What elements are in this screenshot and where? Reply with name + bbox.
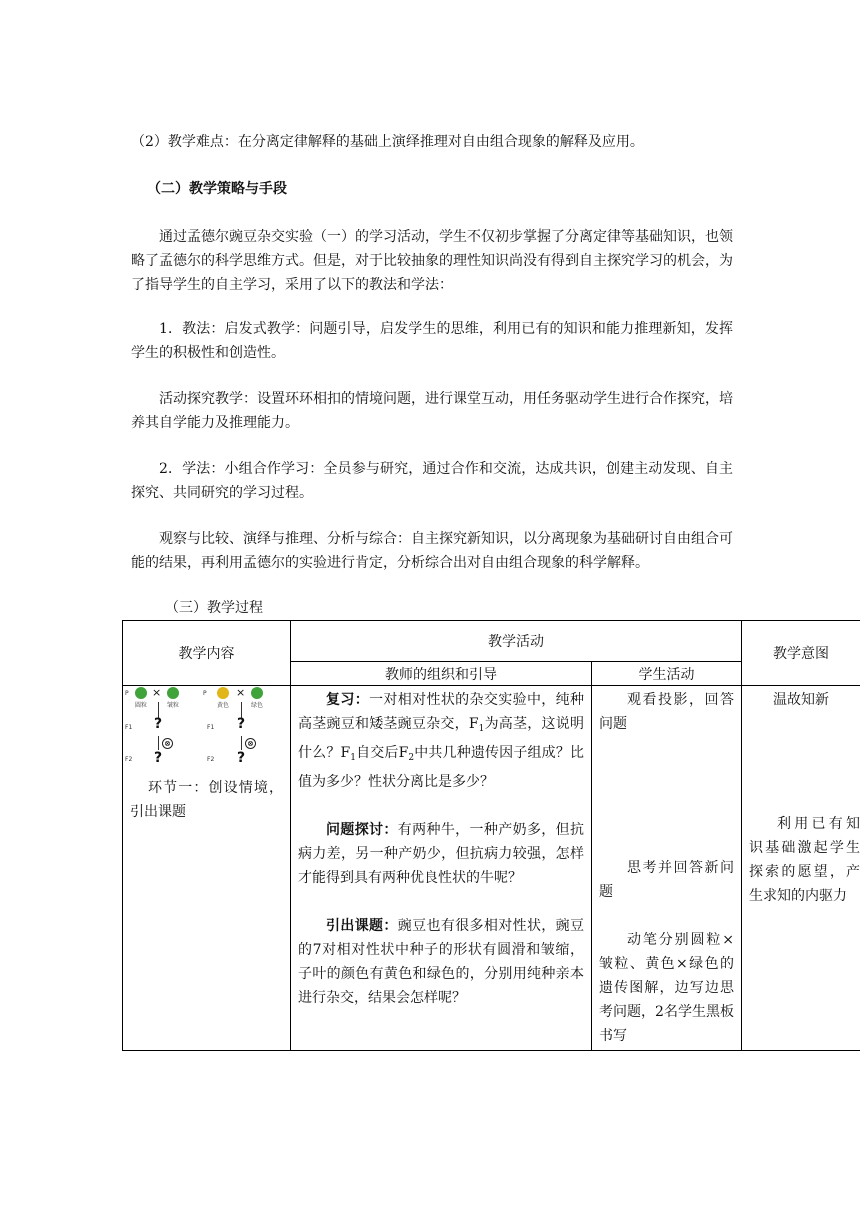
cross-f1-question: ? — [237, 716, 246, 732]
cross-f1-label: F1 — [207, 724, 215, 731]
header-student: 学生活动 — [592, 662, 742, 686]
cross-f1-question: ? — [154, 716, 163, 732]
pea-yellow-icon — [217, 687, 229, 699]
review-sub-1: 1 — [478, 724, 485, 734]
intent-2: 利用已有知识基础激起学生探索的愿望，产生求知的内驱力 — [749, 816, 860, 904]
cross-f2-label: F2 — [207, 756, 215, 763]
student-cell — [592, 686, 742, 1051]
cross-f2-question: ? — [154, 750, 163, 766]
header-content: 教学内容 — [123, 621, 291, 686]
review-text-4: 中共几种遗传因子组成？比值为多少？性状分离比是多少？ — [298, 745, 585, 790]
student-activity-1: 观看投影，回答问题 — [599, 692, 734, 732]
strategy-intro: 通过孟德尔豌豆杂交实验（一）的学习活动，学生不仅初步掌握了分离定律等基础知识，也领略了孟德尔的科学思维方式。但是，对于比较抽象的理性知识尚没有得到自主探究学习的机会，为了指导学生的自主学习，采用了以下的教法和学法： — [131, 229, 733, 293]
cross-label-right-b: 绿色 — [251, 702, 264, 709]
intro-paragraph — [298, 914, 584, 1010]
review-sub-2: 1 — [350, 753, 356, 763]
cross-f2-question: ? — [237, 750, 246, 766]
section-heading-strategy: （二）教学策略与手段 — [147, 181, 287, 197]
cross-p-label: P — [203, 690, 207, 697]
pea-round-icon — [135, 687, 147, 699]
header-teacher: 教师的组织和引导 — [291, 662, 592, 686]
cross-mark-left: × — [152, 686, 162, 699]
student-activity-3: 动笔分别圆粒×皱粒、黄色×绿色的遗传图解，边写边思考问题，2名学生黑板书写 — [599, 932, 734, 1044]
teacher-cell — [291, 686, 592, 1051]
review-sub-3: 2 — [408, 753, 415, 763]
teaching-difficulty: （2）教学难点：在分离定律解释的基础上演绎推理对自由组合现象的解释及应用。 — [131, 134, 644, 150]
review-text-3: 自交后F — [355, 745, 409, 761]
header-activity: 教学活动 — [291, 621, 742, 662]
teaching-method-activity: 活动探究教学：设置环环相扣的情境问题，进行课堂互动，用任务驱动学生进行合作探究，培养其自学能力及推理能力。 — [131, 391, 733, 431]
cross-f1-label: F1 — [125, 724, 133, 731]
intro-text: 豌豆也有很多相对性状，豌豆的7对相对性状中种子的形状有圆滑和皱缩，子叶的颜色有黄色和绿色的，分别用纯种亲本进行杂交，结果会怎样呢？ — [298, 918, 585, 1006]
arrow-down-icon — [241, 736, 242, 750]
learning-method-2: 2．学法：小组合作学习：全员参与研究，通过合作和交流，达成共识，创建主动发现、自主探究、共同研究的学习过程。 — [131, 461, 733, 501]
cross-mark-right: × — [236, 686, 246, 699]
cross-label-left-a: 圆粒 — [135, 702, 148, 709]
learning-method-observe: 观察与比较、演绎与推理、分析与综合：自主探究新知识，以分离现象为基础研讨自由组合可能的结果，再利用孟德尔的实验进行肯定，分析综合出对自由组合现象的科学解释。 — [131, 531, 733, 571]
section-heading-process: （三）教学过程 — [165, 600, 263, 616]
teaching-method-1: 1．教法：启发式教学：问题引导，启发学生的思维，利用已有的知识和能力推理新知，发挥学生的积极性和创造性。 — [131, 321, 733, 361]
stage-label: 环节一：创设情境，引出课题 — [130, 780, 283, 820]
cross-label-left-b: 皱粒 — [167, 702, 180, 709]
intent-1: 温故知新 — [773, 692, 829, 708]
arrow-down-icon — [158, 736, 159, 750]
self-cross-icon: ⊗ — [162, 738, 173, 749]
review-text-2: 为高茎，这说明什么？F — [298, 716, 585, 761]
header-intent: 教学意图 — [742, 621, 860, 686]
cross-label-right-a: 黄色 — [217, 702, 230, 709]
student-activity-2: 思考并回答新问题 — [599, 860, 734, 900]
problem-paragraph — [298, 818, 584, 890]
cross-diagram — [123, 686, 290, 770]
problem-title: 问题探讨： — [326, 822, 398, 838]
problem-text: 有两种牛，一种产奶多，但抗病力差，另一种产奶少，但抗病力较强，怎样才能得到具有两种优良性状的牛呢？ — [298, 822, 585, 886]
review-title: 复习： — [326, 692, 370, 708]
review-paragraph — [298, 688, 584, 794]
cross-f2-label: F2 — [125, 756, 133, 763]
content-cell — [123, 686, 291, 1051]
pea-green-icon — [251, 687, 263, 699]
intent-cell — [742, 686, 860, 1051]
review-text-1: 一对相对性状的杂交实验中，纯种高茎豌豆和矮茎豌豆杂交，F — [298, 692, 585, 732]
pea-wrinkled-icon — [167, 687, 179, 699]
cross-p-label: P — [125, 690, 129, 697]
intro-title: 引出课题： — [326, 918, 398, 934]
teaching-process-table — [122, 620, 860, 1051]
self-cross-icon: ⊗ — [245, 738, 256, 749]
